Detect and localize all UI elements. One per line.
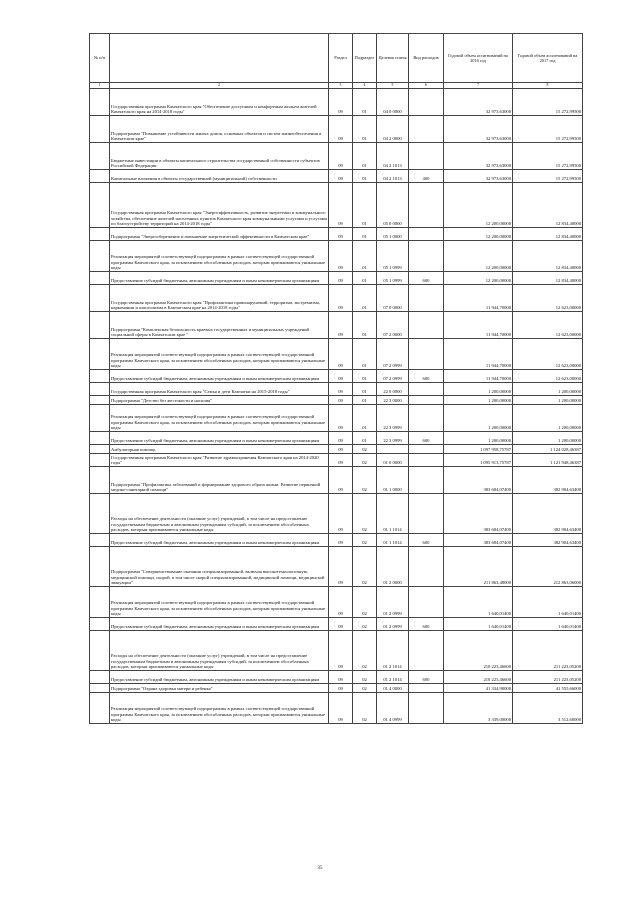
cell-expense-type: [409, 241, 444, 272]
cell-expense-type: [409, 312, 444, 339]
cell-expense-type: 600: [409, 671, 444, 684]
cell-expense-type: [409, 285, 444, 312]
cell-amount-2016: 41 334,90000: [444, 684, 513, 693]
cell-name: Реализация мероприятий соответствующей подпрограммы в рамках соответствующей государственной программы Камчатского края, за исключением обособленных расходов, которым присваиваются уникальные коды: [110, 405, 329, 432]
cell-amount-2017: 382 904,63400: [513, 467, 583, 494]
cell-amount-2017: 12 623,00000: [513, 285, 583, 312]
cell-amount-2017: 1 640,01400: [513, 618, 583, 631]
cell-podrazdel: 01: [353, 228, 377, 241]
table-row: [90, 228, 583, 241]
cell-amount-2016: 11 944,70000: [444, 312, 513, 339]
table-row: [90, 587, 583, 618]
cell-no: [90, 467, 110, 494]
cell-razdel: 09: [329, 116, 353, 143]
cell-amount-2016: 1 097 958,75787: [444, 445, 513, 454]
table-row: [90, 618, 583, 631]
header-target: Целевая статья: [377, 34, 409, 83]
cell-target: 01 2 0999: [377, 618, 409, 631]
cell-expense-type: [409, 183, 444, 228]
cell-no: [90, 116, 110, 143]
table-row: [90, 272, 583, 285]
cell-target: 04 0 0000: [377, 89, 409, 116]
cell-target: 07 2 0999: [377, 339, 409, 370]
cell-amount-2017: 211 223,05200: [513, 671, 583, 684]
cell-razdel: 09: [329, 143, 353, 170]
cell-expense-type: [409, 116, 444, 143]
table-row: [90, 170, 583, 183]
cell-no: [90, 312, 110, 339]
cell-expense-type: [409, 631, 444, 671]
cell-target: 04 2 1013: [377, 170, 409, 183]
cell-podrazdel: 01: [353, 272, 377, 285]
cell-expense-type: [409, 547, 444, 587]
cell-no: [90, 383, 110, 396]
cell-name: Подпрограмма "Профилактика заболеваний и формирование здорового образа жизни. Развитие первичной медико-санитарной помощи": [110, 467, 329, 494]
table-row: [90, 370, 583, 383]
cell-podrazdel: 02: [353, 631, 377, 671]
cell-podrazdel: 01: [353, 432, 377, 445]
header-expense-type: Вид расходов: [409, 34, 444, 83]
cell-podrazdel: 02: [353, 454, 377, 467]
cell-amount-2017: 1 121 948,46387: [513, 454, 583, 467]
column-number: 6: [409, 83, 444, 89]
cell-name: Подпрограмма "Охрана здоровья матери и ребенка": [110, 684, 329, 693]
cell-amount-2016: 210 223,46600: [444, 671, 513, 684]
column-number: 1: [90, 83, 110, 89]
cell-amount-2016: 383 684,07400: [444, 534, 513, 547]
header-amount-2016: Годовой объем ассигнований на 2016 год: [444, 34, 513, 83]
cell-name: Подпрограмма "Повышение устойчивости жилых домов, основных объектов и систем жизнеобеспечения в Камчатском крае": [110, 116, 329, 143]
cell-amount-2016: 1 200,00000: [444, 405, 513, 432]
cell-podrazdel: 01: [353, 285, 377, 312]
header-podrazdel: Подраздел: [353, 34, 377, 83]
cell-target: 01 0 0000: [377, 454, 409, 467]
cell-expense-type: [409, 445, 444, 454]
cell-no: [90, 445, 110, 454]
cell-amount-2016: 211 863,48000: [444, 547, 513, 587]
cell-name: Амбулаторная помощь: [110, 445, 329, 454]
cell-amount-2016: 12 200,00000: [444, 183, 513, 228]
cell-amount-2017: 1 200,00000: [513, 405, 583, 432]
cell-name: Государственная программа Камчатского края "Энергоэффективность, развитие энергетики и коммунального хозяйства, обеспечение жителей населенных пунктов Камчатского края коммунальными услугами и услугами по благоустройству территорий на 2014-2018 годы": [110, 183, 329, 228]
cell-amount-2016: 1 095 913,75787: [444, 454, 513, 467]
cell-target: 05 1 0999: [377, 272, 409, 285]
cell-amount-2017: 15 272,99500: [513, 143, 583, 170]
cell-amount-2017: 12 623,00000: [513, 312, 583, 339]
cell-expense-type: [409, 684, 444, 693]
cell-target: 22 3 0000: [377, 396, 409, 405]
cell-amount-2017: 1 640,01400: [513, 587, 583, 618]
cell-razdel: 09: [329, 383, 353, 396]
cell-name: Бюджетные инвестиции в объекты капитального строительства государственной собственности субъектов Российской Федерации: [110, 143, 329, 170]
cell-expense-type: 400: [409, 170, 444, 183]
cell-amount-2017: 1 200,00000: [513, 396, 583, 405]
table-row: [90, 631, 583, 671]
cell-target: 07 2 0999: [377, 370, 409, 383]
cell-amount-2016: 32 973,63000: [444, 170, 513, 183]
table-row: [90, 241, 583, 272]
cell-no: [90, 631, 110, 671]
table-row: [90, 684, 583, 693]
cell-amount-2016: 1 200,00000: [444, 396, 513, 405]
table-row: [90, 547, 583, 587]
cell-amount-2017: 12 834,40000: [513, 272, 583, 285]
cell-amount-2016: 1 640,01400: [444, 618, 513, 631]
cell-no: [90, 432, 110, 445]
cell-amount-2016: 12 200,00000: [444, 228, 513, 241]
cell-razdel: 09: [329, 241, 353, 272]
column-number: 3: [329, 83, 353, 89]
table-row: [90, 445, 583, 454]
cell-razdel: 09: [329, 684, 353, 693]
cell-no: [90, 370, 110, 383]
cell-expense-type: [409, 467, 444, 494]
table-row: [90, 396, 583, 405]
cell-expense-type: [409, 89, 444, 116]
cell-no: [90, 272, 110, 285]
cell-razdel: 09: [329, 183, 353, 228]
cell-razdel: 09: [329, 370, 353, 383]
cell-name: Государственная программа Камчатского края "Развитие здравоохранения Камчатского края на 2014-2020 годы": [110, 454, 329, 467]
cell-name: Подпрограмма "Комплексная безопасность краевых государственных и муниципальных учреждений социальной сферы в Камчатском крае ": [110, 312, 329, 339]
cell-amount-2016: 12 200,00000: [444, 272, 513, 285]
table-row: [90, 143, 583, 170]
cell-amount-2017: 1 200,00000: [513, 432, 583, 445]
header-amount-2017: Годовой объем ассигнований на 2017 год: [513, 34, 583, 83]
cell-podrazdel: 02: [353, 547, 377, 587]
cell-razdel: 09: [329, 618, 353, 631]
cell-no: [90, 228, 110, 241]
table-row: [90, 467, 583, 494]
cell-no: [90, 618, 110, 631]
column-number: 7: [444, 83, 513, 89]
cell-podrazdel: 01: [353, 143, 377, 170]
cell-amount-2017: 15 272,99500: [513, 89, 583, 116]
cell-amount-2016: 11 944,70000: [444, 370, 513, 383]
cell-amount-2017: 12 623,00000: [513, 370, 583, 383]
cell-name: Капитальные вложения в объекты государственной (муниципальной) собственности: [110, 170, 329, 183]
cell-no: [90, 494, 110, 534]
cell-name: Предоставление субсидий бюджетным, автономным учреждениям и иным некоммерческим организациям: [110, 370, 329, 383]
cell-razdel: 09: [329, 445, 353, 454]
cell-razdel: 09: [329, 631, 353, 671]
cell-amount-2016: 210 223,46600: [444, 631, 513, 671]
cell-amount-2016: 3 339,00000: [444, 693, 513, 724]
header-no: № п/п: [90, 34, 110, 83]
cell-no: [90, 241, 110, 272]
cell-target: 04 2 0000: [377, 116, 409, 143]
table-row: [90, 383, 583, 396]
cell-podrazdel: 02: [353, 534, 377, 547]
cell-amount-2017: 15 272,99500: [513, 116, 583, 143]
cell-podrazdel: 01: [353, 396, 377, 405]
cell-razdel: 09: [329, 312, 353, 339]
cell-amount-2016: 32 973,63000: [444, 143, 513, 170]
cell-expense-type: [409, 396, 444, 405]
cell-razdel: 09: [329, 339, 353, 370]
table-row: [90, 183, 583, 228]
cell-amount-2017: 12 834,40000: [513, 228, 583, 241]
page-number: 35: [317, 866, 323, 871]
cell-razdel: 09: [329, 396, 353, 405]
cell-target: 22 0 0000: [377, 383, 409, 396]
table-row: [90, 285, 583, 312]
cell-razdel: 09: [329, 494, 353, 534]
column-number: 4: [353, 83, 377, 89]
cell-no: [90, 183, 110, 228]
cell-name: Государственная программа Камчатского края "Семья и дети Камчатки на 2015-2018 годы": [110, 383, 329, 396]
cell-amount-2017: 15 272,99500: [513, 170, 583, 183]
column-number: 2: [110, 83, 329, 89]
cell-razdel: 09: [329, 467, 353, 494]
cell-name: Предоставление субсидий бюджетным, автономным учреждениям и иным некоммерческим организациям: [110, 671, 329, 684]
cell-razdel: 09: [329, 228, 353, 241]
cell-no: [90, 454, 110, 467]
cell-target: 22 3 0999: [377, 405, 409, 432]
cell-amount-2016: 12 200,00000: [444, 241, 513, 272]
cell-expense-type: 600: [409, 432, 444, 445]
column-number: 8: [513, 83, 583, 89]
cell-target: 04 2 1013: [377, 143, 409, 170]
cell-name: Государственная программа Камчатского края "Профилактика правонарушений, терроризма, экстремизма, наркомании и алкоголизма в Камчатском крае на 2014-2018 годы": [110, 285, 329, 312]
table-row: [90, 494, 583, 534]
cell-amount-2017: 212 863,06000: [513, 547, 583, 587]
table-row: [90, 454, 583, 467]
cell-podrazdel: 02: [353, 587, 377, 618]
cell-no: [90, 339, 110, 370]
cell-target: 01 4 0999: [377, 693, 409, 724]
header-row: [90, 34, 583, 83]
cell-no: [90, 671, 110, 684]
cell-no: [90, 693, 110, 724]
cell-target: 07 0 0000: [377, 285, 409, 312]
cell-expense-type: [409, 383, 444, 396]
cell-amount-2016: 32 973,63000: [444, 116, 513, 143]
cell-no: [90, 547, 110, 587]
cell-name: Государственная программа Камчатского края "Обеспечение доступным и комфортным жильем жителей Камчатского края на 2014-2018 годы": [110, 89, 329, 116]
cell-amount-2016: 1 640,01400: [444, 587, 513, 618]
table-row: [90, 116, 583, 143]
cell-target: 01 1 1014: [377, 494, 409, 534]
cell-target: 01 1 0000: [377, 467, 409, 494]
cell-podrazdel: 02: [353, 693, 377, 724]
cell-amount-2016: 1 200,00000: [444, 432, 513, 445]
cell-podrazdel: 02: [353, 494, 377, 534]
cell-expense-type: [409, 494, 444, 534]
cell-no: [90, 405, 110, 432]
cell-no: [90, 587, 110, 618]
cell-expense-type: 600: [409, 370, 444, 383]
cell-target: 22 3 0999: [377, 432, 409, 445]
cell-amount-2017: 382 904,63400: [513, 494, 583, 534]
cell-target: 01 2 1014: [377, 631, 409, 671]
cell-no: [90, 534, 110, 547]
cell-name: Расходы на обеспечение деятельности (оказание услуг) учреждений, в том числе на предоставление государственным бюджетным и автономным учреждениям субсидий, за исключением обособленных расходов, которым присваиваются уникальные коды: [110, 631, 329, 671]
cell-amount-2017: 41 555,66000: [513, 684, 583, 693]
cell-razdel: 09: [329, 534, 353, 547]
table-row: [90, 405, 583, 432]
cell-expense-type: [409, 228, 444, 241]
cell-razdel: 09: [329, 272, 353, 285]
cell-name: Предоставление субсидий бюджетным, автономным учреждениям и иным некоммерческим организациям: [110, 272, 329, 285]
cell-podrazdel: 01: [353, 183, 377, 228]
cell-name: Подпрограмма "Энергосбережение и повышение энергетической эффективности в Камчатском крае": [110, 228, 329, 241]
cell-name: Реализация мероприятий соответствующей подпрограммы в рамках соответствующей государственной программы Камчатского края, за исключением обособленных расходов, которым присваиваются уникальные коды: [110, 587, 329, 618]
cell-amount-2017: 12 623,00000: [513, 339, 583, 370]
cell-target: 01 4 0000: [377, 684, 409, 693]
table-row: [90, 671, 583, 684]
cell-podrazdel: 01: [353, 339, 377, 370]
header-razdel: Раздел: [329, 34, 353, 83]
cell-name: Подпрограмма "Детство без жестокости и насилия": [110, 396, 329, 405]
cell-podrazdel: 01: [353, 383, 377, 396]
table-body: [90, 89, 583, 724]
cell-podrazdel: 02: [353, 671, 377, 684]
cell-expense-type: [409, 587, 444, 618]
cell-expense-type: [409, 454, 444, 467]
table-row: [90, 89, 583, 116]
cell-razdel: 09: [329, 693, 353, 724]
cell-target: 01 1 1014: [377, 534, 409, 547]
table-row: [90, 312, 583, 339]
cell-name: Предоставление субсидий бюджетным, автономным учреждениям и иным некоммерческим организациям: [110, 618, 329, 631]
cell-amount-2017: 3 512,60000: [513, 693, 583, 724]
cell-expense-type: 600: [409, 272, 444, 285]
cell-name: Подпрограмма "Совершенствование оказания специализированной, включая высокотехнологичную, медицинской помощи, скорой, в том числе скорой специализированной, медицинской помощи, медицинской эвакуации": [110, 547, 329, 587]
cell-podrazdel: 01: [353, 405, 377, 432]
cell-expense-type: 600: [409, 618, 444, 631]
cell-podrazdel: 01: [353, 312, 377, 339]
cell-podrazdel: 01: [353, 241, 377, 272]
cell-podrazdel: 02: [353, 467, 377, 494]
cell-target: 05 0 0000: [377, 183, 409, 228]
cell-podrazdel: 02: [353, 684, 377, 693]
cell-expense-type: [409, 143, 444, 170]
cell-razdel: 09: [329, 432, 353, 445]
cell-no: [90, 143, 110, 170]
cell-target: 01 2 0000: [377, 547, 409, 587]
cell-target: 07 2 0000: [377, 312, 409, 339]
cell-target: 05 1 0999: [377, 241, 409, 272]
cell-podrazdel: 01: [353, 89, 377, 116]
cell-podrazdel: 02: [353, 618, 377, 631]
cell-no: [90, 89, 110, 116]
cell-name: Реализация мероприятий соответствующей подпрограммы в рамках соответствующей государственной программы Камчатского края, за исключением обособленных расходов, которым присваиваются уникальные коды: [110, 339, 329, 370]
cell-target: 01 2 0999: [377, 587, 409, 618]
cell-amount-2016: 1 200,00000: [444, 383, 513, 396]
budget-table: [89, 33, 583, 724]
cell-no: [90, 684, 110, 693]
cell-amount-2016: 383 684,07400: [444, 494, 513, 534]
cell-amount-2017: 1 200,00000: [513, 383, 583, 396]
cell-name: Реализация мероприятий соответствующей подпрограммы в рамках соответствующей государственной программы Камчатского края, за исключением обособленных расходов, которым присваиваются уникальные коды: [110, 241, 329, 272]
cell-amount-2016: 32 973,63000: [444, 89, 513, 116]
cell-amount-2017: 1 124 028,46387: [513, 445, 583, 454]
cell-expense-type: [409, 339, 444, 370]
cell-target: 01 2 1014: [377, 671, 409, 684]
cell-razdel: 09: [329, 405, 353, 432]
cell-expense-type: [409, 693, 444, 724]
table-row: [90, 534, 583, 547]
cell-razdel: 09: [329, 285, 353, 312]
cell-name: Расходы на обеспечение деятельности (оказание услуг) учреждений, в том числе на предоставление государственным бюджетным и автономным учреждениям субсидий, за исключением обособленных расходов, которым присваиваются уникальные коды: [110, 494, 329, 534]
cell-razdel: 09: [329, 454, 353, 467]
cell-expense-type: [409, 405, 444, 432]
cell-expense-type: 600: [409, 534, 444, 547]
cell-razdel: 09: [329, 547, 353, 587]
cell-target: 05 1 0000: [377, 228, 409, 241]
cell-amount-2017: 211 223,05200: [513, 631, 583, 671]
cell-razdel: 09: [329, 170, 353, 183]
cell-amount-2016: 11 944,70000: [444, 339, 513, 370]
header-name: [110, 34, 329, 83]
cell-podrazdel: 01: [353, 170, 377, 183]
table-row: [90, 693, 583, 724]
cell-amount-2017: 12 834,40000: [513, 183, 583, 228]
cell-no: [90, 396, 110, 405]
cell-amount-2017: 382 904,63400: [513, 534, 583, 547]
column-number: 5: [377, 83, 409, 89]
cell-amount-2016: 11 944,70000: [444, 285, 513, 312]
table-row: [90, 432, 583, 445]
cell-podrazdel: 01: [353, 370, 377, 383]
cell-razdel: 09: [329, 671, 353, 684]
table-row: [90, 339, 583, 370]
cell-amount-2016: 383 684,07400: [444, 467, 513, 494]
cell-no: [90, 285, 110, 312]
cell-no: [90, 170, 110, 183]
cell-razdel: 09: [329, 587, 353, 618]
cell-razdel: 09: [329, 89, 353, 116]
cell-amount-2017: 12 834,40000: [513, 241, 583, 272]
cell-target: [377, 445, 409, 454]
cell-name: Предоставление субсидий бюджетным, автономным учреждениям и иным некоммерческим организациям: [110, 534, 329, 547]
cell-podrazdel: 01: [353, 116, 377, 143]
cell-podrazdel: 02: [353, 445, 377, 454]
cell-name: Реализация мероприятий соответствующей подпрограммы в рамках соответствующей государственной программы Камчатского края, за исключением обособленных расходов, которым присваиваются уникальные коды: [110, 693, 329, 724]
cell-name: Предоставление субсидий бюджетным, автономным учреждениям и иным некоммерческим организациям: [110, 432, 329, 445]
